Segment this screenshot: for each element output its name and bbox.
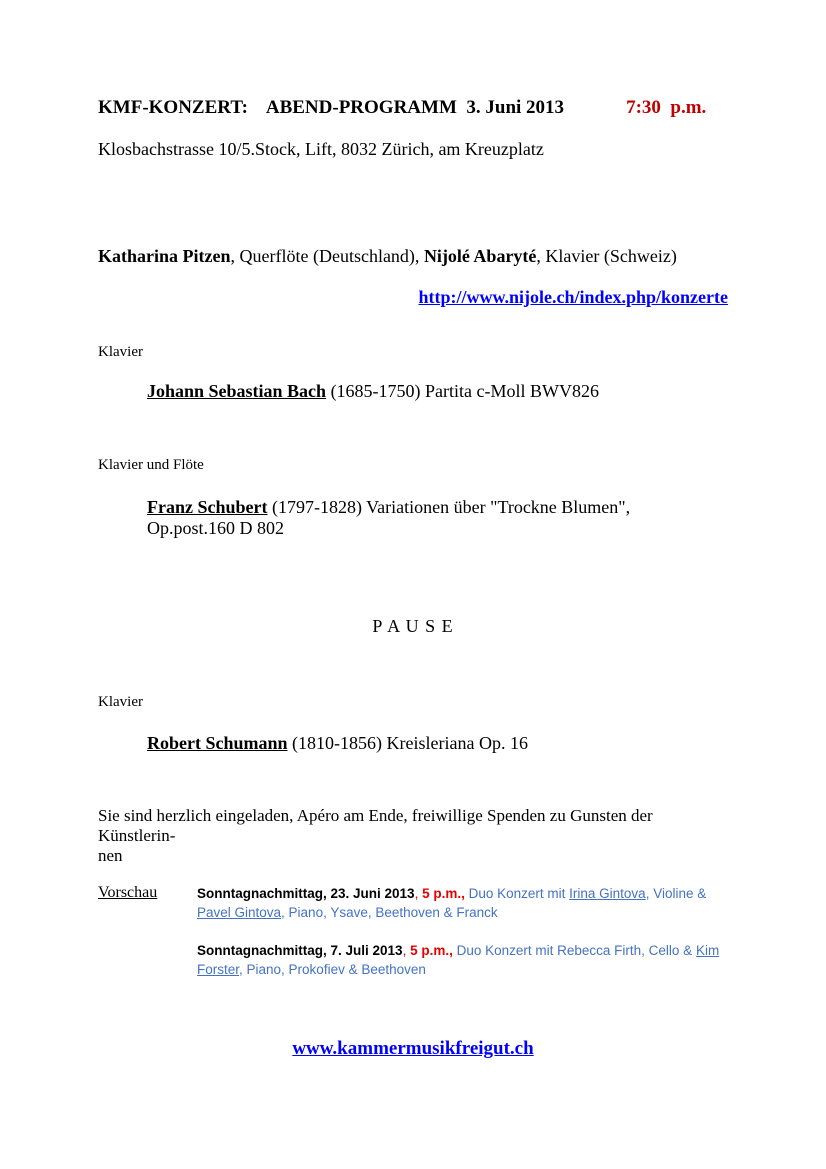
event-2-artist-link-part-2[interactable]: Forster bbox=[197, 962, 240, 977]
event-1-description: Duo Konzert mit bbox=[464, 886, 570, 901]
event-2-date: Sonntagnachmittag, 7. Juli 2013 bbox=[197, 943, 403, 958]
vorschau-event-1 bbox=[197, 884, 721, 922]
footer-link-row bbox=[98, 1038, 728, 1060]
piece-schubert-details-2: Op.post.160 D 802 bbox=[147, 518, 285, 539]
event-1-artist-1-link[interactable]: Irina Gintova bbox=[569, 886, 646, 901]
piece-schumann bbox=[147, 733, 728, 754]
concert-time: 7:30 p.m. bbox=[626, 97, 707, 118]
section-label-klavier-floete: Klavier und Flöte bbox=[98, 457, 204, 473]
event-1-comma: , bbox=[414, 886, 423, 901]
event-1-mid: , Violine & bbox=[645, 886, 707, 901]
pause-heading: P A U S E bbox=[372, 616, 454, 636]
page-title-line bbox=[98, 97, 728, 119]
piece-bach-details: (1685-1750) Partita c-Moll BWV826 bbox=[326, 381, 600, 401]
composer-schumann: Robert Schumann bbox=[147, 733, 288, 753]
event-2-comma: , bbox=[402, 943, 411, 958]
section-label-klavier-1: Klavier bbox=[98, 344, 143, 360]
apero-note-line-2: nen bbox=[98, 846, 123, 865]
piece-bach bbox=[147, 381, 728, 402]
vorschau-label: Vorschau bbox=[98, 884, 158, 901]
piece-schumann-details: (1810-1856) Kreisleriana Op. 16 bbox=[287, 733, 528, 753]
event-2-description: Duo Konzert mit Rebecca Firth, Cello & bbox=[452, 943, 696, 958]
performer-name-1: Katharina Pitzen bbox=[98, 246, 231, 266]
composer-schubert: Franz Schubert bbox=[147, 497, 268, 517]
nijole-link-row bbox=[98, 287, 728, 308]
piece-schubert bbox=[147, 497, 728, 539]
kammermusik-link[interactable]: www.kammermusikfreigut.ch bbox=[292, 1038, 534, 1059]
page-title: KMF-KONZERT: ABEND-PROGRAMM 3. Juni 2013 bbox=[98, 97, 565, 118]
section-label-klavier-2: Klavier bbox=[98, 694, 143, 710]
performers-line bbox=[98, 246, 728, 267]
vorschau-event-2 bbox=[197, 941, 721, 979]
event-1-date: Sonntagnachmittag, 23. Juni 2013 bbox=[197, 886, 415, 901]
apero-note-line-1: Sie sind herzlich eingeladen, Apéro am Ende, freiwillige Spenden zu Gunsten der Künstlerin- bbox=[98, 806, 657, 845]
performer-role-1: , Querflöte (Deutschland), bbox=[230, 246, 424, 266]
apero-note bbox=[98, 806, 728, 866]
performer-role-2: , Klavier (Schweiz) bbox=[536, 246, 677, 266]
venue-address: Klosbachstrasse 10/5.Stock, Lift, 8032 Zürich, am Kreuzplatz bbox=[98, 139, 544, 159]
event-2-artist-link-part-1[interactable]: Kim bbox=[695, 943, 720, 958]
event-2-time: 5 p.m., bbox=[410, 943, 453, 958]
piece-schubert-details-1: (1797-1828) Variationen über "Trockne Blumen", bbox=[267, 497, 631, 517]
event-1-time: 5 p.m., bbox=[422, 886, 465, 901]
nijole-link[interactable]: http://www.nijole.ch/index.php/konzerte bbox=[418, 287, 728, 307]
performer-name-2: Nijolé Abaryté bbox=[423, 246, 537, 266]
event-1-tail: , Piano, Ysave, Beethoven & Franck bbox=[281, 905, 498, 920]
composer-bach: Johann Sebastian Bach bbox=[147, 381, 327, 401]
event-2-tail: , Piano, Prokofiev & Beethoven bbox=[239, 962, 426, 977]
event-1-artist-2-link[interactable]: Pavel Gintova bbox=[197, 905, 282, 920]
